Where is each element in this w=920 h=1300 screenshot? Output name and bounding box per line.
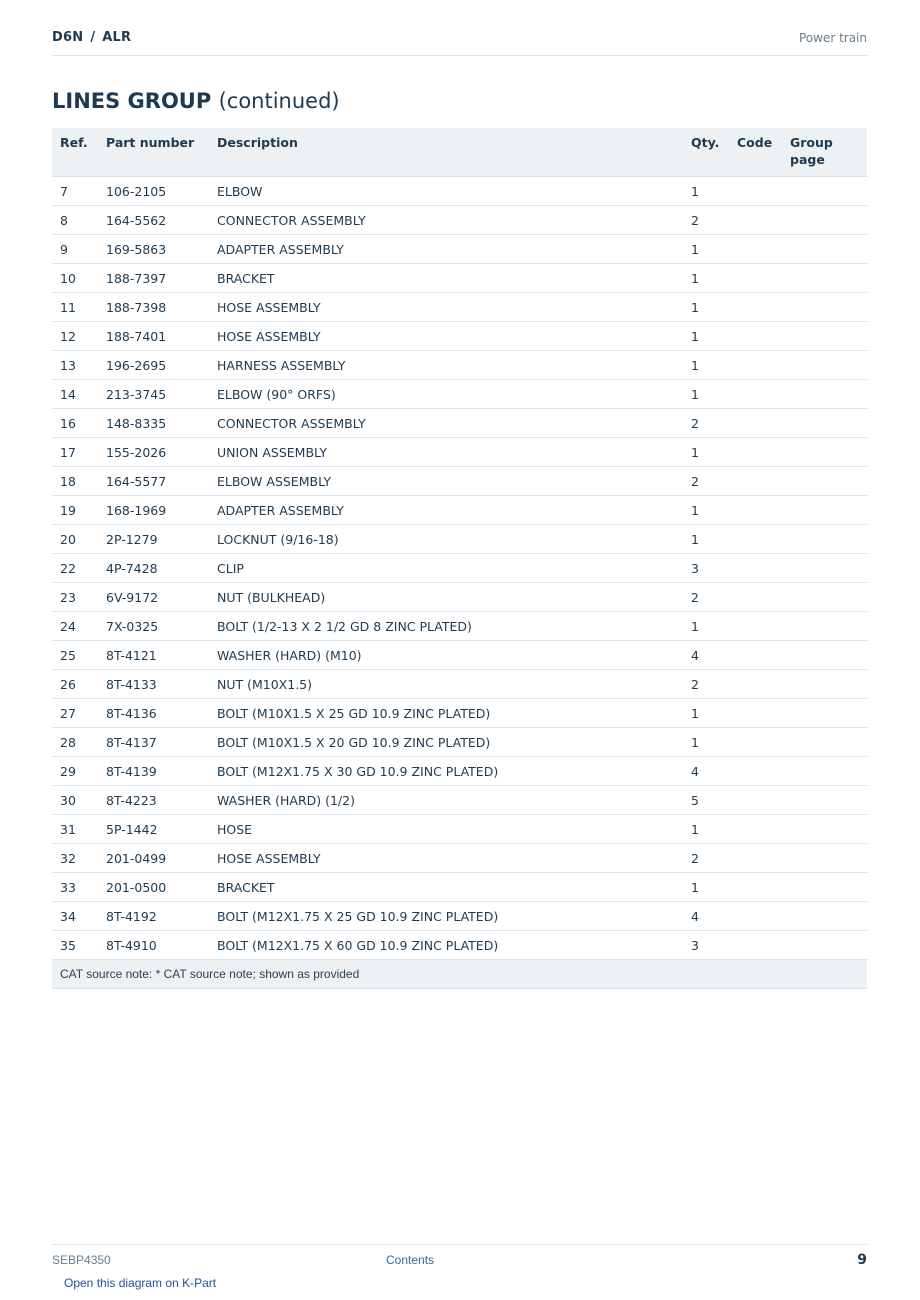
part-number: 148-8335 [98, 409, 209, 438]
part-group-page [782, 322, 867, 351]
table-row [52, 409, 867, 438]
part-group-page [782, 467, 867, 496]
model-breadcrumb [52, 30, 131, 45]
part-qty: 1 [683, 293, 729, 322]
part-ref: 25 [52, 641, 98, 670]
part-code [729, 844, 782, 873]
table-row [52, 235, 867, 264]
part-description: BOLT (1/2-13 X 2 1/2 GD 8 ZINC PLATED) [209, 612, 683, 641]
table-row [52, 641, 867, 670]
part-qty: 1 [683, 873, 729, 902]
table-row [52, 438, 867, 467]
page-title-suffix: (continued) [218, 89, 340, 113]
part-code [729, 409, 782, 438]
part-description: WASHER (HARD) (1/2) [209, 786, 683, 815]
part-number: 168-1969 [98, 496, 209, 525]
part-group-page [782, 264, 867, 293]
part-ref: 20 [52, 525, 98, 554]
part-number: 8T-4910 [98, 931, 209, 960]
part-number: 4P-7428 [98, 554, 209, 583]
part-ref: 35 [52, 931, 98, 960]
part-group-page [782, 496, 867, 525]
part-qty: 2 [683, 583, 729, 612]
part-description: UNION ASSEMBLY [209, 438, 683, 467]
part-group-page [782, 351, 867, 380]
part-code [729, 728, 782, 757]
part-ref: 17 [52, 438, 98, 467]
part-qty: 1 [683, 438, 729, 467]
part-group-page [782, 670, 867, 699]
part-code [729, 931, 782, 960]
part-ref: 27 [52, 699, 98, 728]
part-ref: 18 [52, 467, 98, 496]
table-row [52, 583, 867, 612]
part-group-page [782, 583, 867, 612]
part-number: 188-7398 [98, 293, 209, 322]
part-ref: 16 [52, 409, 98, 438]
table-row [52, 873, 867, 902]
source-note: CAT source note: * CAT source note; shown as provided [52, 960, 867, 989]
part-code [729, 380, 782, 409]
part-description: CONNECTOR ASSEMBLY [209, 206, 683, 235]
part-group-page [782, 554, 867, 583]
column-header-ref: Ref. [52, 128, 98, 177]
document-code: SEBP4350 [52, 1253, 111, 1267]
page-title [52, 89, 340, 113]
part-group-page [782, 293, 867, 322]
part-qty: 4 [683, 641, 729, 670]
table-row [52, 670, 867, 699]
part-group-page [782, 873, 867, 902]
part-code [729, 351, 782, 380]
table-row [52, 177, 867, 206]
part-number: 7X-0325 [98, 612, 209, 641]
table-row [52, 728, 867, 757]
part-number: 169-5863 [98, 235, 209, 264]
part-number: 196-2695 [98, 351, 209, 380]
part-ref: 19 [52, 496, 98, 525]
table-row [52, 699, 867, 728]
part-description: CONNECTOR ASSEMBLY [209, 409, 683, 438]
part-code [729, 293, 782, 322]
part-group-page [782, 438, 867, 467]
part-ref: 14 [52, 380, 98, 409]
part-code [729, 438, 782, 467]
part-description: BOLT (M12X1.75 X 60 GD 10.9 ZINC PLATED) [209, 931, 683, 960]
part-code [729, 815, 782, 844]
part-qty: 1 [683, 322, 729, 351]
part-number: 8T-4139 [98, 757, 209, 786]
part-ref: 23 [52, 583, 98, 612]
part-code [729, 612, 782, 641]
part-description: HOSE ASSEMBLY [209, 293, 683, 322]
part-ref: 9 [52, 235, 98, 264]
part-group-page [782, 902, 867, 931]
part-ref: 28 [52, 728, 98, 757]
part-group-page [782, 641, 867, 670]
table-row [52, 757, 867, 786]
part-qty: 2 [683, 206, 729, 235]
part-number: 8T-4121 [98, 641, 209, 670]
part-description: BOLT (M10X1.5 X 25 GD 10.9 ZINC PLATED) [209, 699, 683, 728]
part-group-page [782, 206, 867, 235]
part-code [729, 235, 782, 264]
part-qty: 3 [683, 931, 729, 960]
table-row [52, 844, 867, 873]
part-number: 164-5577 [98, 467, 209, 496]
part-qty: 2 [683, 467, 729, 496]
table-row [52, 206, 867, 235]
part-code [729, 177, 782, 206]
parts-table [52, 128, 867, 989]
part-qty: 1 [683, 380, 729, 409]
part-code [729, 322, 782, 351]
part-number: 106-2105 [98, 177, 209, 206]
part-description: HOSE [209, 815, 683, 844]
part-number: 5P-1442 [98, 815, 209, 844]
page-number: 9 [857, 1252, 867, 1268]
part-qty: 4 [683, 757, 729, 786]
part-code [729, 757, 782, 786]
part-ref: 26 [52, 670, 98, 699]
part-description: BOLT (M12X1.75 X 30 GD 10.9 ZINC PLATED) [209, 757, 683, 786]
table-row [52, 293, 867, 322]
part-qty: 2 [683, 670, 729, 699]
column-header-part-number: Part number [98, 128, 209, 177]
part-number: 8T-4136 [98, 699, 209, 728]
section-name: Power train [798, 31, 867, 45]
part-ref: 33 [52, 873, 98, 902]
part-code [729, 786, 782, 815]
part-group-page [782, 844, 867, 873]
table-row [52, 322, 867, 351]
part-group-page [782, 786, 867, 815]
part-number: 164-5562 [98, 206, 209, 235]
table-row [52, 815, 867, 844]
part-code [729, 670, 782, 699]
part-ref: 31 [52, 815, 98, 844]
part-description: ADAPTER ASSEMBLY [209, 496, 683, 525]
part-ref: 11 [52, 293, 98, 322]
part-ref: 13 [52, 351, 98, 380]
part-group-page [782, 699, 867, 728]
part-ref: 12 [52, 322, 98, 351]
part-qty: 1 [683, 177, 729, 206]
part-qty: 1 [683, 815, 729, 844]
part-description: ELBOW ASSEMBLY [209, 467, 683, 496]
part-ref: 10 [52, 264, 98, 293]
part-description: HOSE ASSEMBLY [209, 322, 683, 351]
part-ref: 24 [52, 612, 98, 641]
part-description: WASHER (HARD) (M10) [209, 641, 683, 670]
part-code [729, 467, 782, 496]
part-description: ELBOW [209, 177, 683, 206]
part-code [729, 902, 782, 931]
part-group-page [782, 931, 867, 960]
part-code [729, 873, 782, 902]
part-number: 201-0499 [98, 844, 209, 873]
part-group-page [782, 757, 867, 786]
part-description: CLIP [209, 554, 683, 583]
table-row [52, 496, 867, 525]
open-kpart-link[interactable]: Open this diagram on K-Part [64, 1276, 217, 1290]
part-code [729, 525, 782, 554]
table-row [52, 264, 867, 293]
part-qty: 1 [683, 728, 729, 757]
part-qty: 2 [683, 844, 729, 873]
part-qty: 2 [683, 409, 729, 438]
part-ref: 30 [52, 786, 98, 815]
part-qty: 1 [683, 235, 729, 264]
part-ref: 22 [52, 554, 98, 583]
table-row [52, 902, 867, 931]
table-row [52, 786, 867, 815]
part-qty: 1 [683, 612, 729, 641]
part-number: 8T-4223 [98, 786, 209, 815]
part-code [729, 206, 782, 235]
part-ref: 34 [52, 902, 98, 931]
part-description: ADAPTER ASSEMBLY [209, 235, 683, 264]
table-row [52, 467, 867, 496]
breadcrumb-separator: / [90, 30, 96, 45]
parts-table-body [52, 177, 867, 960]
part-description: LOCKNUT (9/16-18) [209, 525, 683, 554]
table-row [52, 931, 867, 960]
part-group-page [782, 728, 867, 757]
part-number: 201-0500 [98, 873, 209, 902]
part-qty: 1 [683, 525, 729, 554]
part-ref: 29 [52, 757, 98, 786]
table-row [52, 351, 867, 380]
part-qty: 4 [683, 902, 729, 931]
part-number: 8T-4137 [98, 728, 209, 757]
part-number: 8T-4133 [98, 670, 209, 699]
part-description: HOSE ASSEMBLY [209, 844, 683, 873]
part-code [729, 641, 782, 670]
part-description: BRACKET [209, 873, 683, 902]
model-name: D6N [52, 30, 84, 45]
part-number: 2P-1279 [98, 525, 209, 554]
part-group-page [782, 380, 867, 409]
part-group-page [782, 815, 867, 844]
part-qty: 1 [683, 496, 729, 525]
part-ref: 32 [52, 844, 98, 873]
part-description: BOLT (M12X1.75 X 25 GD 10.9 ZINC PLATED) [209, 902, 683, 931]
part-number: 6V-9172 [98, 583, 209, 612]
page-footer [52, 1244, 867, 1267]
part-code [729, 496, 782, 525]
part-number: 8T-4192 [98, 902, 209, 931]
part-code [729, 699, 782, 728]
part-group-page [782, 525, 867, 554]
part-description: BRACKET [209, 264, 683, 293]
part-number: 188-7397 [98, 264, 209, 293]
part-code [729, 264, 782, 293]
part-code [729, 583, 782, 612]
part-description: BOLT (M10X1.5 X 20 GD 10.9 ZINC PLATED) [209, 728, 683, 757]
table-row [52, 554, 867, 583]
contents-link[interactable]: Contents [386, 1253, 435, 1267]
part-group-page [782, 612, 867, 641]
part-group-page [782, 177, 867, 206]
table-header-row [52, 128, 867, 177]
part-qty: 3 [683, 554, 729, 583]
part-number: 213-3745 [98, 380, 209, 409]
part-code [729, 554, 782, 583]
part-qty: 1 [683, 264, 729, 293]
table-row [52, 380, 867, 409]
column-header-qty: Qty. [683, 128, 729, 177]
table-row [52, 525, 867, 554]
part-qty: 5 [683, 786, 729, 815]
part-description: HARNESS ASSEMBLY [209, 351, 683, 380]
column-header-group-page: Group page [782, 128, 867, 177]
column-header-code: Code [729, 128, 782, 177]
part-qty: 1 [683, 699, 729, 728]
part-description: ELBOW (90° ORFS) [209, 380, 683, 409]
part-ref: 7 [52, 177, 98, 206]
serial-prefix: ALR [102, 30, 132, 45]
table-row [52, 612, 867, 641]
table-note-row [52, 960, 867, 989]
part-description: NUT (M10X1.5) [209, 670, 683, 699]
part-group-page [782, 409, 867, 438]
part-ref: 8 [52, 206, 98, 235]
part-number: 155-2026 [98, 438, 209, 467]
part-number: 188-7401 [98, 322, 209, 351]
column-header-description: Description [209, 128, 683, 177]
part-qty: 1 [683, 351, 729, 380]
part-group-page [782, 235, 867, 264]
part-description: NUT (BULKHEAD) [209, 583, 683, 612]
page-header [52, 28, 867, 56]
page-title-main: LINES GROUP [52, 89, 212, 113]
